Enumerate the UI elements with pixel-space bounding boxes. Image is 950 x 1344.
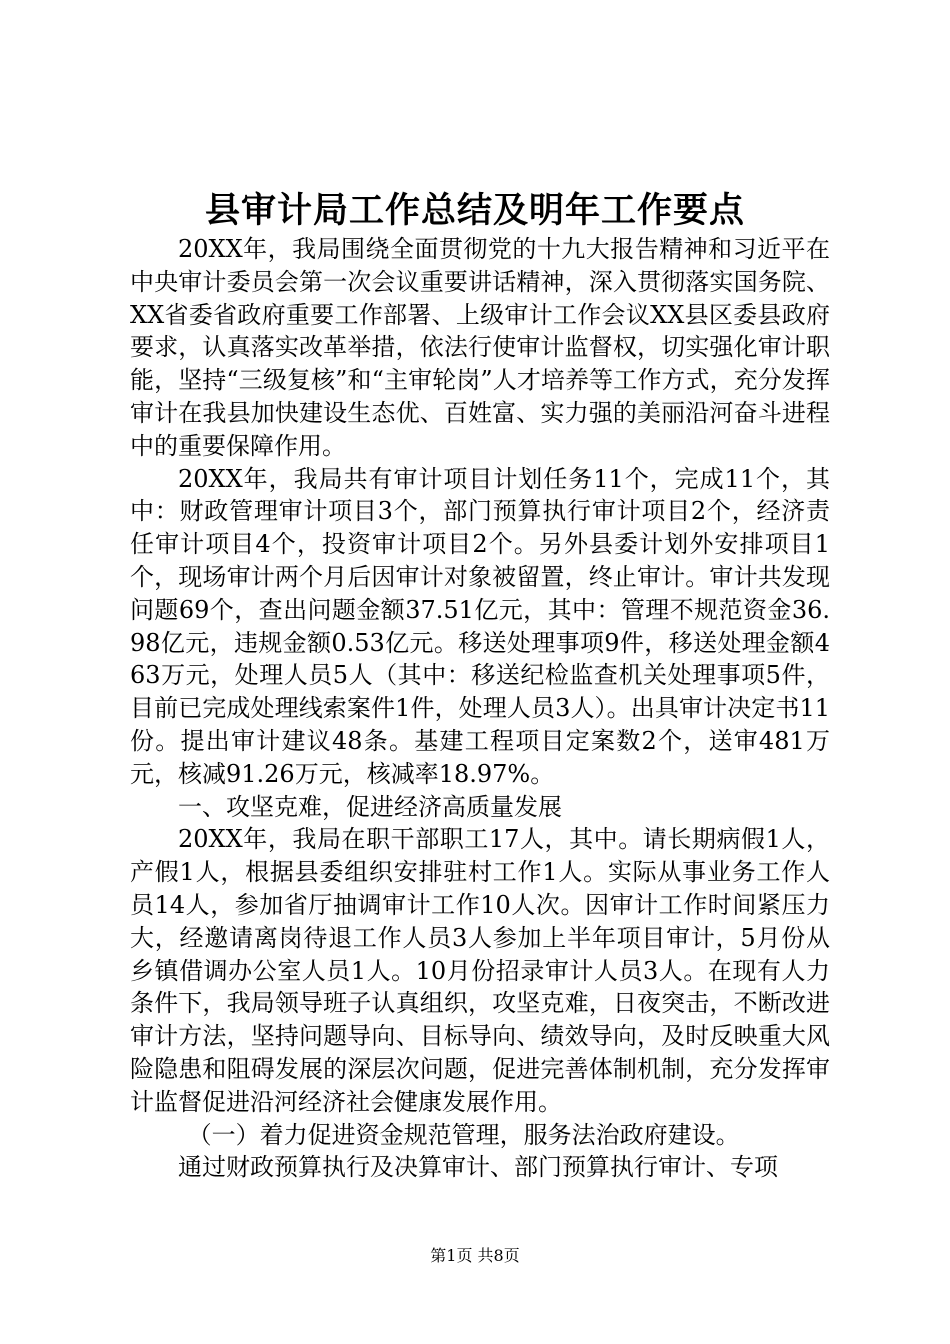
- intro-paragraph: 20XX年，我局围绕全面贯彻党的十九大报告精神和习近平在中央审计委员会第一次会议重要讲话精神，深入贯彻落实国务院、XX省委省政府重要工作部署、上级审计工作会议XX县区委县政府要求，认真落实改革举措，依法行使审计监督权，切实强化审计职能，坚持“三级复核”和“主审轮岗”人才培养等工作方式，充分发挥审计在我县加快建设生态优、百姓富、实力强的美丽沿河奋斗进程中的重要保障作用。: [130, 235, 830, 460]
- summary-paragraph: 20XX年，我局共有审计项目计划任务11个，完成11个，其中：财政管理审计项目3个，部门预算执行审计项目2个，经济责任审计项目4个，投资审计项目2个。另外县委计划外安排项目1个，现场审计两个月后因审计对象被留置，终止审计。审计共发现问题69个，查出问题金额37.51亿元，其中：管理不规范资金36.98亿元，违规金额0.53亿元。移送处理事项9件，移送处理金额463万元，处理人员5人（其中：移送纪检监查机关处理事项5件，目前已完成处理线索案件1件，处理人员3人）。出具审计决定书11份。提出审计建议48条。基建工程项目定案数2个，送审481万元，核减91.26万元，核减率18.97%。: [130, 464, 830, 788]
- document-body: [130, 233, 830, 1184]
- page-number-footer: 第1页 共8页: [430, 1246, 520, 1265]
- section-paragraph: 20XX年，我局在职干部职工17人，其中。请长期病假1人，产假1人，根据县委组织安排驻村工作1人。实际从事业务工作人员14人，参加省厅抽调审计工作10人次。因审计工作时间紧压力大，经邀请离岗待退工作人员3人参加上半年项目审计，5月份从乡镇借调办公室人员1人。10月份招录审计人员3人。在现有人力条件下，我局领导班子认真组织，攻坚克难，日夜突击，不断改进审计方法，坚持问题导向、目标导向、绩效导向，及时反映重大风险隐患和阻碍发展的深层次问题，促进完善体制机制，充分发挥审计监督促进沿河经济社会健康发展作用。: [130, 825, 830, 1116]
- section-heading: 一、攻坚克难，促进经济高质量发展: [178, 792, 562, 821]
- subsection-heading: （一）着力促进资金规范管理，服务法治政府建设。: [187, 1120, 740, 1149]
- document-title: 县审计局工作总结及明年工作要点: [204, 190, 745, 231]
- subsection-paragraph: 通过财政预算执行及决算审计、部门预算执行审计、专项: [178, 1153, 778, 1182]
